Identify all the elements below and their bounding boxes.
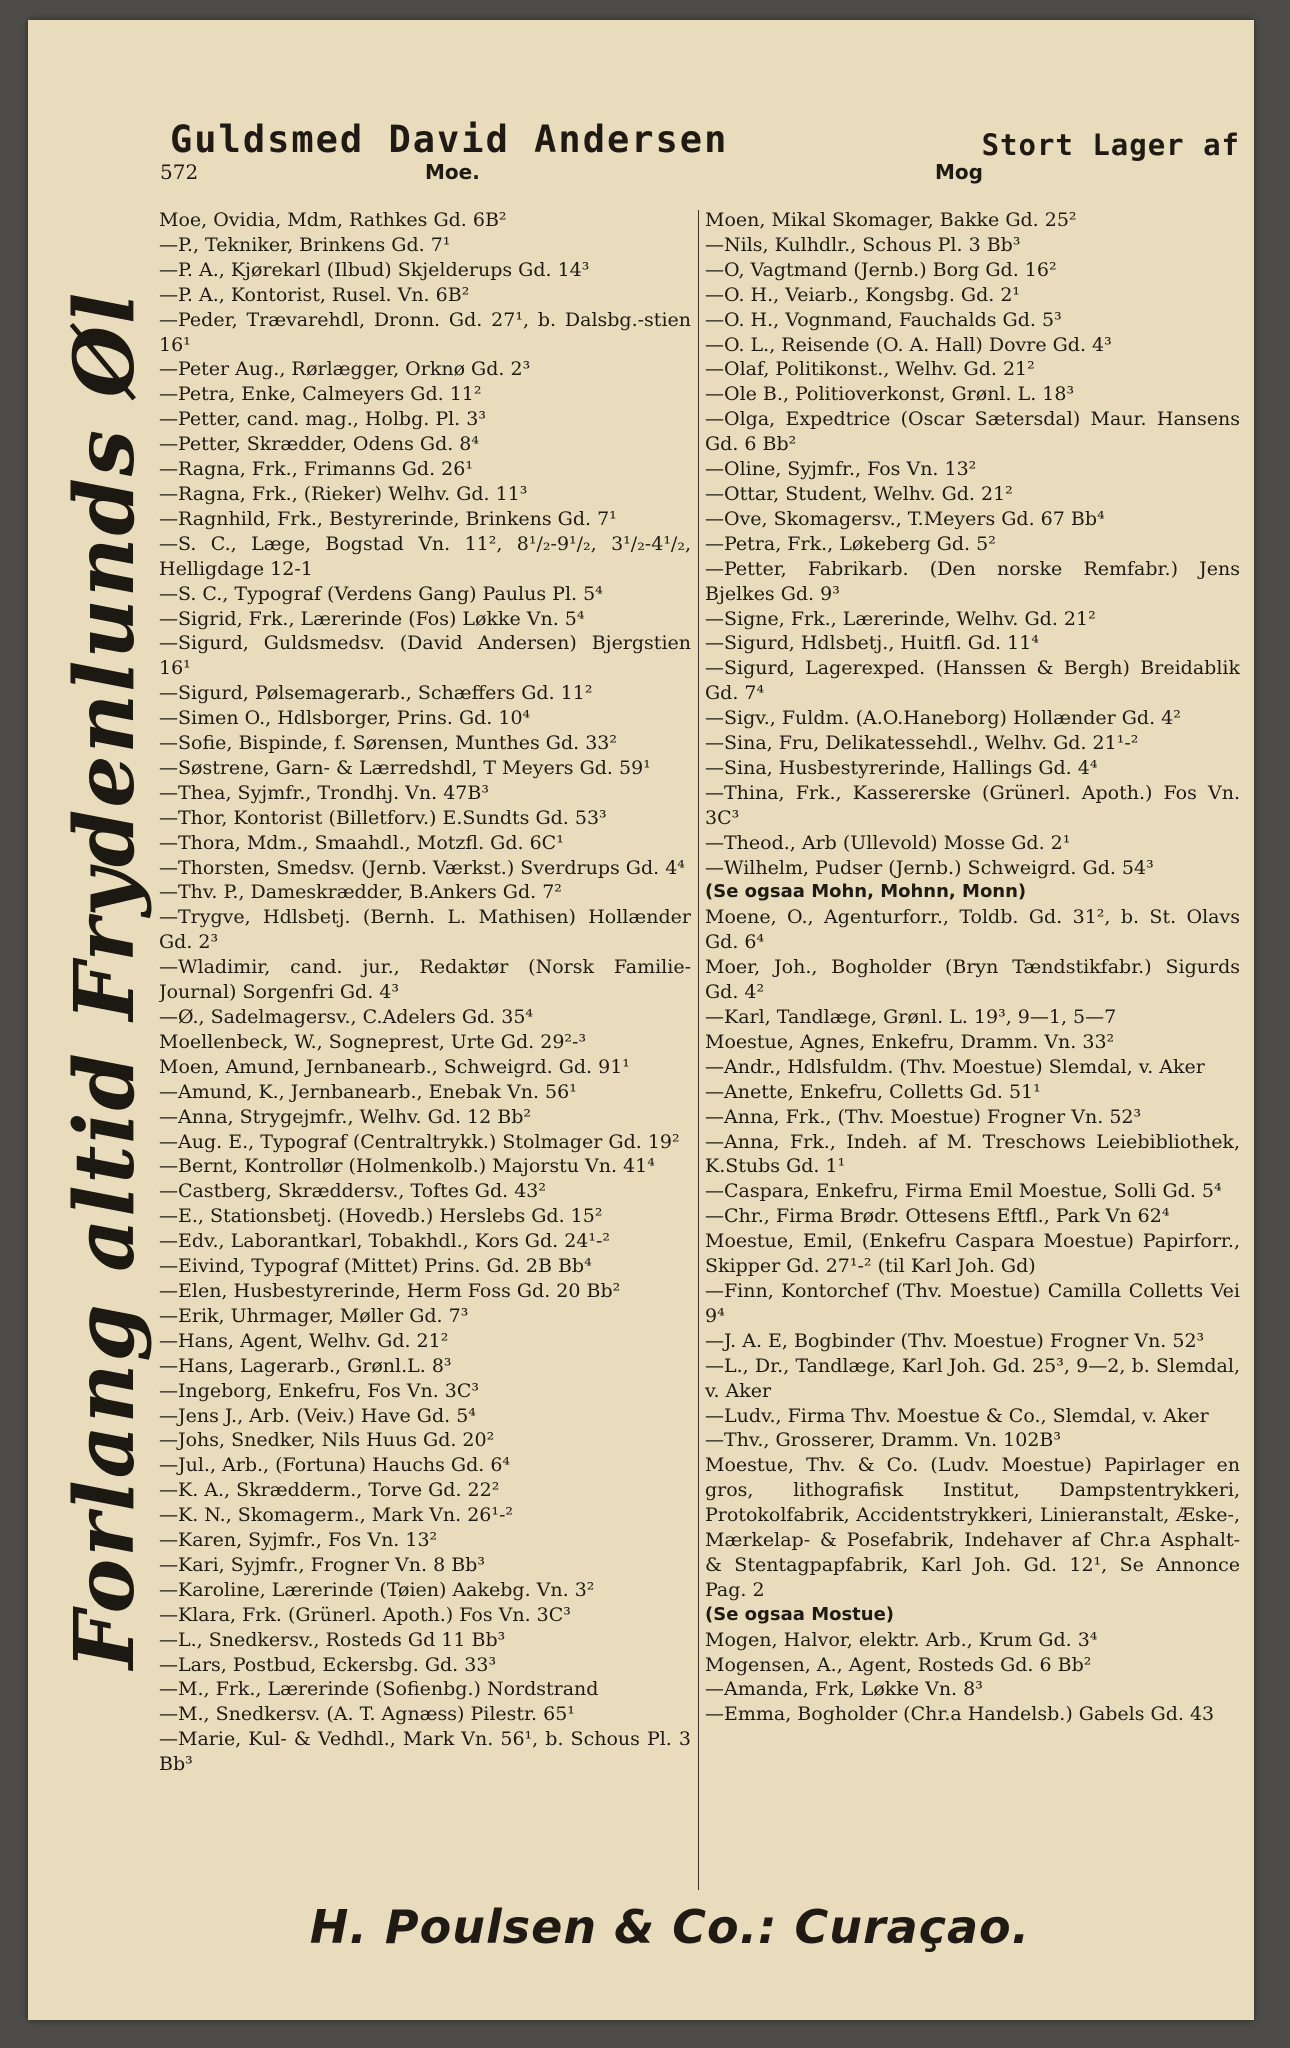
directory-entry: —Andr., Hdlsfuldm. (Thv. Moestue) Slemdal, v. Aker (705, 1055, 1205, 1078)
directory-entry: —Peder, Trævarehdl, Dronn. Gd. 27¹, b. Dalsbg.-stien 16¹ (159, 308, 691, 356)
directory-entry: —Sigrid, Frk., Lærerinde (Fos) Løkke Vn. 5⁴ (159, 607, 585, 630)
left-running-head: Moe. (425, 160, 480, 184)
directory-entry: —Thorsten, Smedsv. (Jernb. Værkst.) Sverdrups Gd. 4⁴ (159, 856, 685, 879)
right-running-head: Mog (935, 160, 983, 184)
directory-entry: —P., Tekniker, Brinkens Gd. 7¹ (159, 233, 451, 256)
directory-entry: —Aug. E., Typograf (Centraltrykk.) Stolmager Gd. 19² (159, 1130, 680, 1153)
directory-entry: —Sigv., Fuldm. (A.O.Haneborg) Hollænder Gd. 4² (705, 707, 1181, 730)
directory-entry: —Anna, Strygejmfr., Welhv. Gd. 12 Bb² (159, 1105, 532, 1128)
directory-entry: Moellenbeck, W., Sogneprest, Urte Gd. 29²-³ (159, 1030, 587, 1053)
directory-entry: —O. L., Reisende (O. A. Hall) Dovre Gd. 4³ (705, 333, 1112, 356)
directory-entry: —Olga, Expedtrice (Oscar Sætersdal) Maur. Hansens Gd. 6 Bb² (705, 408, 1240, 456)
directory-entry: —Thora, Mdm., Smaahdl., Motzfl. Gd. 6C¹ (159, 831, 564, 854)
directory-entry: —Karoline, Lærerinde (Tøien) Aakebg. Vn. 3² (159, 1578, 595, 1601)
directory-entry: —Karen, Syjmfr., Fos Vn. 13² (159, 1529, 438, 1552)
directory-entry: —Castberg, Skræddersv., Toftes Gd. 43² (159, 1180, 547, 1203)
directory-entry: —Oline, Syjmfr., Fos Vn. 13² (705, 458, 977, 481)
directory-entry: —O, Vagtmand (Jernb.) Borg Gd. 16² (705, 258, 1057, 281)
directory-entry: —S. C., Læge, Bogstad Vn. 11², 8¹/₂-9¹/₂, 3¹/₂-4¹/₂, Helligdage 12-1 (159, 532, 691, 580)
directory-entry: —Thina, Frk., Kassererske (Grünerl. Apoth.) Fos Vn. 3C³ (705, 781, 1240, 829)
directory-entry: —Erik, Uhrmager, Møller Gd. 7³ (159, 1304, 469, 1327)
directory-entry: Mogensen, A., Agent, Rosteds Gd. 6 Bb² (705, 1653, 1092, 1676)
directory-entry: —Thv., Grosserer, Dramm. Vn. 102B³ (705, 1429, 1061, 1452)
left-column (159, 208, 691, 1898)
directory-entry: —S. C., Typograf (Verdens Gang) Paulus Pl. 5⁴ (159, 582, 603, 605)
directory-entry: —Ragna, Frk., (Rieker) Welhv. Gd. 11³ (159, 482, 528, 505)
directory-entry: —Eivind, Typograf (Mittet) Prins. Gd. 2B Bb⁴ (159, 1255, 592, 1278)
directory-entry: Moe, Ovidia, Mdm, Rathkes Gd. 6B² (159, 209, 507, 231)
directory-entry: —Jens J., Arb. (Veiv.) Have Gd. 5⁴ (159, 1404, 476, 1427)
directory-entry: —Ove, Skomagersv., T.Meyers Gd. 67 Bb⁴ (705, 507, 1105, 530)
directory-entry: Moene, O., Agenturforr., Toldb. Gd. 31², b. St. Olavs Gd. 6⁴ (705, 906, 1240, 954)
banner-left-text: Guldsmed David Andersen (170, 118, 729, 161)
directory-entry: Moestue, Thv. & Co. (Ludv. Moestue) Papirlager en gros, lithografisk Institut, Dampstentrykkeri, Protokolfabrik, Accidentstrykkeri, Linieranstalt, Æske-, Mærkelap- & Posefabrik, Indehaver af Chr.a Asphalt- & Stentagpapfabrik, Karl Joh. Gd. 12¹, Se Annonce Pag. 2 (705, 1454, 1240, 1601)
directory-entry: —Kari, Syjmfr., Frogner Vn. 8 Bb³ (159, 1553, 485, 1576)
directory-entry: —M., Frk., Lærerinde (Sofienbg.) Nordstrand (159, 1678, 599, 1701)
directory-entry: —Thea, Syjmfr., Trondhj. Vn. 47B³ (159, 781, 489, 804)
directory-entry: —L., Dr., Tandlæge, Karl Joh. Gd. 25³, 9—2, b. Slemdal, v. Aker (705, 1354, 1240, 1402)
directory-entry: (Se ogsaa Mostue) (705, 1603, 895, 1625)
directory-entry: —Nils, Kulhdlr., Schous Pl. 3 Bb³ (705, 233, 1021, 256)
directory-entry: —Sina, Husbestyrerinde, Hallings Gd. 4⁴ (705, 756, 1098, 779)
directory-entry: —E., Stationsbetj. (Hovedb.) Herslebs Gd. 15² (159, 1205, 603, 1228)
banner-right-text: Stort Lager af (981, 128, 1240, 162)
directory-entry: —Jul., Arb., (Fortuna) Hauchs Gd. 6⁴ (159, 1454, 511, 1477)
directory-entry: —Thv. P., Dameskrædder, B.Ankers Gd. 7² (159, 881, 562, 904)
directory-entry: —Ludv., Firma Thv. Moestue & Co., Slemdal, v. Aker (705, 1404, 1209, 1427)
directory-entry: —Trygve, Hdlsbetj. (Bernh. L. Mathisen) Hollænder Gd. 2³ (159, 906, 691, 954)
directory-entry: Moestue, Emil, (Enkefru Caspara Moestue) Papirforr., Skipper Gd. 27¹-² (til Karl Joh. Gd) (705, 1230, 1240, 1278)
directory-entry: —P. A., Kontorist, Rusel. Vn. 6B² (159, 283, 470, 306)
directory-entry: —Finn, Kontorchef (Thv. Moestue) Camilla Colletts Vei 9⁴ (705, 1279, 1240, 1327)
directory-entry: —Emma, Bogholder (Chr.a Handelsb.) Gabels Gd. 43 (705, 1703, 1215, 1726)
directory-entry: —Hans, Agent, Welhv. Gd. 21² (159, 1329, 449, 1352)
directory-entry: —Petter, Fabrikarb. (Den norske Remfabr.) Jens Bjelkes Gd. 9³ (705, 557, 1240, 605)
directory-entry: —Ragna, Frk., Frimanns Gd. 26¹ (159, 458, 473, 481)
directory-entry: Moer, Joh., Bogholder (Bryn Tændstikfabr.) Sigurds Gd. 4² (705, 956, 1240, 1004)
directory-entry: —Sigurd, Hdlsbetj., Huitfl. Gd. 11⁴ (705, 632, 1039, 655)
directory-entry: —P. A., Kjørekarl (Ilbud) Skjelderups Gd. 14³ (159, 258, 590, 281)
directory-entry: —Edv., Laborantkarl, Tobakhdl., Kors Gd. 24¹-² (159, 1230, 611, 1253)
directory-entry: Moestue, Agnes, Enkefru, Dramm. Vn. 33² (705, 1030, 1115, 1053)
directory-entry: —K. N., Skomagerm., Mark Vn. 26¹-² (159, 1504, 514, 1527)
directory-entry: —Caspara, Enkefru, Firma Emil Moestue, Solli Gd. 5⁴ (705, 1180, 1222, 1203)
directory-entry: —Wladimir, cand. jur., Redaktør (Norsk Familie-Journal) Sorgenfri Gd. 4³ (159, 956, 691, 1004)
advertisement-footer: H. Poulsen & Co.: Curaçao. (309, 1900, 1031, 1954)
directory-entry: —Ole B., Politioverkonst, Grønl. L. 18³ (705, 383, 1075, 406)
vertical-advertisement (57, 290, 153, 1670)
directory-entry: —Sigurd, Guldsmedsv. (David Andersen) Bjergstien 16¹ (159, 632, 691, 680)
directory-entry: —O. H., Vognmand, Fauchalds Gd. 5³ (705, 308, 1062, 331)
directory-entry: —Wilhelm, Pudser (Jernb.) Schweigrd. Gd. 54³ (705, 856, 1154, 879)
directory-entry: (Se ogsaa Mohn, Mohnn, Monn) (705, 881, 1027, 903)
directory-entry: —K. A., Skrædderm., Torve Gd. 22² (159, 1479, 500, 1502)
directory-entry: —Sina, Fru, Delikatessehdl., Welhv. Gd. 21¹-² (705, 732, 1139, 755)
directory-entry: —Lars, Postbud, Eckersbg. Gd. 33³ (159, 1653, 497, 1676)
directory-entry: —Signe, Frk., Lærerinde, Welhv. Gd. 21² (705, 607, 1096, 630)
directory-entry: —Amanda, Frk, Løkke Vn. 8³ (705, 1678, 983, 1701)
directory-entry: —Petter, Skrædder, Odens Gd. 8⁴ (159, 433, 480, 456)
directory-entry: —Sigurd, Lagerexped. (Hanssen & Bergh) Breidablik Gd. 7⁴ (705, 657, 1240, 705)
directory-entry: —Petter, cand. mag., Holbg. Pl. 3³ (159, 408, 486, 431)
directory-entry: —Ø., Sadelmagersv., C.Adelers Gd. 35⁴ (159, 1006, 534, 1028)
directory-entry: —Klara, Frk. (Grünerl. Apoth.) Fos Vn. 3C³ (159, 1603, 571, 1626)
directory-entry: —Peter Aug., Rørlægger, Orknø Gd. 2³ (159, 358, 531, 381)
directory-entry: —Petra, Enke, Calmeyers Gd. 11² (159, 383, 482, 406)
directory-entry: —Olaf, Politikonst., Welhv. Gd. 21² (705, 358, 1035, 381)
directory-entry: —Marie, Kul- & Vedhdl., Mark Vn. 56¹, b. Schous Pl. 3 Bb³ (159, 1728, 691, 1776)
directory-entry: —Elen, Husbestyrerinde, Herm Foss Gd. 20 Bb² (159, 1279, 621, 1302)
directory-entry: Mogen, Halvor, elektr. Arb., Krum Gd. 3⁴ (705, 1628, 1098, 1651)
right-column (705, 208, 1240, 1898)
directory-entry: —Karl, Tandlæge, Grønl. L. 19³, 9—1, 5—7 (705, 1006, 1117, 1028)
directory-entry: —Anette, Enkefru, Colletts Gd. 51¹ (705, 1080, 1041, 1103)
directory-entry: —Bernt, Kontrollør (Holmenkolb.) Majorstu Vn. 41⁴ (159, 1155, 655, 1178)
directory-entry: —L., Snedkersv., Rosteds Gd 11 Bb³ (159, 1628, 506, 1651)
directory-entry: —Petra, Frk., Løkeberg Gd. 5² (705, 532, 996, 555)
directory-entry: —Sofie, Bispinde, f. Sørensen, Munthes Gd. 33² (159, 732, 618, 755)
directory-entry: —Johs, Snedker, Nils Huus Gd. 20² (159, 1429, 495, 1452)
directory-entry: —Anna, Frk., Indeh. af M. Treschows Leiebibliothek, K.Stubs Gd. 1¹ (705, 1130, 1240, 1178)
directory-entry: —Theod., Arb (Ullevold) Mosse Gd. 2¹ (705, 831, 1071, 854)
directory-entry: —Ragnhild, Frk., Bestyrerinde, Brinkens Gd. 7¹ (159, 507, 617, 530)
directory-entry: —Simen O., Hdlsborger, Prins. Gd. 10⁴ (159, 707, 531, 730)
directory-entry: —Ingeborg, Enkefru, Fos Vn. 3C³ (159, 1379, 480, 1402)
page-number: 572 (160, 160, 199, 184)
directory-entry: —Ottar, Student, Welhv. Gd. 21² (705, 482, 1013, 505)
directory-entry: Moen, Mikal Skomager, Bakke Gd. 25² (705, 209, 1077, 231)
directory-entry: —M., Snedkersv. (A. T. Agnæss) Pilestr. 65¹ (159, 1703, 575, 1726)
directory-entry: —Thor, Kontorist (Billetforv.) E.Sundts Gd. 53³ (159, 806, 607, 829)
directory-entry: —Sigurd, Pølsemagerarb., Schæffers Gd. 11² (159, 682, 593, 705)
page-header (130, 160, 1210, 192)
vertical-advertisement-text: Forlang altid Frydenlunds Øl (57, 290, 153, 1670)
directory-entry: —Hans, Lagerarb., Grønl.L. 8³ (159, 1354, 452, 1377)
directory-entry: —Chr., Firma Brødr. Ottesens Eftfl., Park Vn 62⁴ (705, 1205, 1170, 1228)
directory-entry: —Amund, K., Jernbanearb., Enebak Vn. 56¹ (159, 1080, 577, 1103)
directory-entry: —Søstrene, Garn- & Lærredshdl, T Meyers Gd. 59¹ (159, 756, 651, 779)
directory-entry: Moen, Amund, Jernbanearb., Schweigrd. Gd. 91¹ (159, 1055, 630, 1078)
directory-entry: —O. H., Veiarb., Kongsbg. Gd. 2¹ (705, 283, 1021, 306)
directory-entry: —Anna, Frk., (Thv. Moestue) Frogner Vn. 52³ (705, 1105, 1142, 1128)
directory-entry: —J. A. E, Bogbinder (Thv. Moestue) Frogner Vn. 52³ (705, 1329, 1205, 1352)
column-divider (698, 210, 699, 1890)
